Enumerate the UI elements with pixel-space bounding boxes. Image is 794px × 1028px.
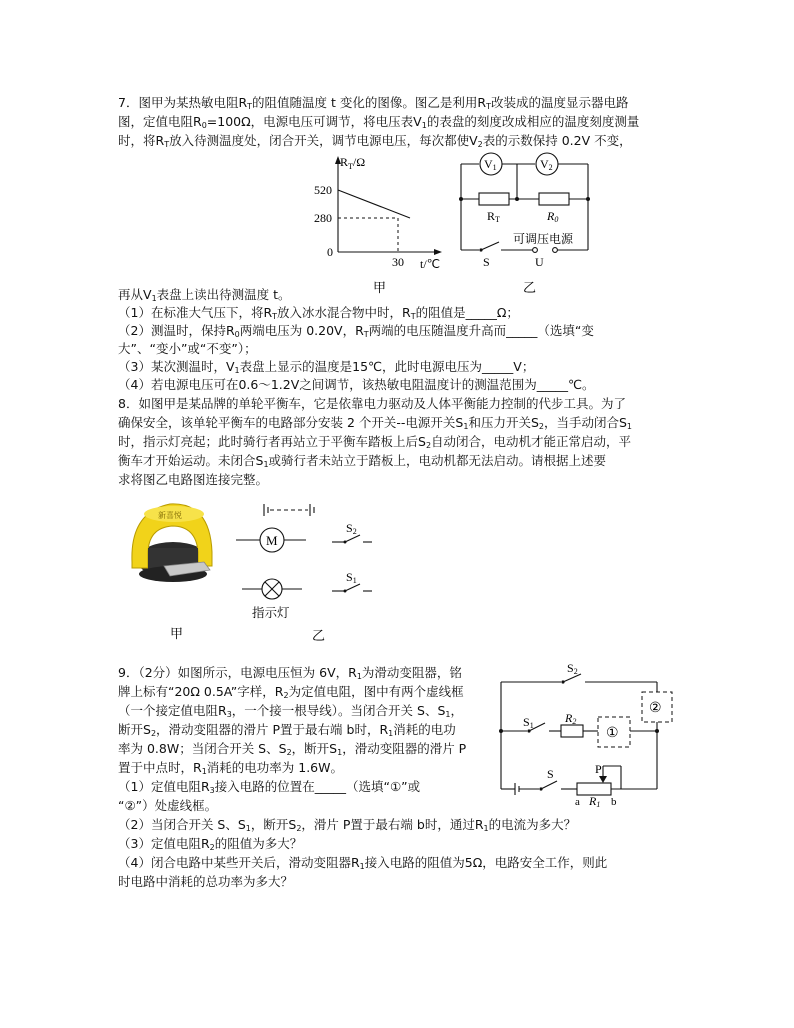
q8-caption-b: 乙 [312,628,326,643]
resistor-rt [479,193,509,205]
switch-s [481,242,499,250]
u-label: U [535,255,544,269]
q7-text-line3: 时，将$R_T$放入待测温度处，闭合开关，调节电源电压，每次都使$V_2$表的示数保持 0.2V 不变， [118,133,632,149]
q9-text-line4: 断开$S_2$，滑动变阻器的滑片 P置于最右端 b时，$R_1$消耗的电功 [118,722,456,738]
q8-text-line2: 确保安全，该单轮平衡车的电路部分安装 2 个开关--电源开关$S_1$和压力开关$S_2$，当手动闭合$S_1$ [118,415,633,431]
circuit-caption: 乙 [523,280,537,295]
q9-part4: （4）闭合电路中某些开关后，滑动变阻器$R_1$接入电路的阻值为5Ω，电路安全工作，则此 [118,855,608,871]
graph-tick-520: 520 [314,183,332,197]
q8-circuit-components [232,498,382,643]
q8-caption-a: 甲 [170,626,184,641]
graph-tick-0: 0 [327,245,333,259]
q7-circuit [455,150,595,300]
lamp-label: 指示灯 [252,606,290,620]
switch-s1 [345,584,360,591]
q9-s-label: S [547,767,554,781]
q9-s1-label: S1 [523,715,534,730]
v2-label: V2 [540,157,553,172]
graph-line [338,190,410,218]
q9-circuit [495,662,680,807]
graph-ylabel: $R_T/\Omega$ [340,155,366,171]
q7-part2: （2）测温时，保持$R_0$两端电压为 0.20V，$R_T$两端的电压随温度升高而_____（选填“变 [118,323,594,339]
q9-text-line1: 9．（2分）如图所示，电源电压恒为 6V，$R_1$为滑动变阻器，铭 [118,665,462,681]
q7-part2-line2: 大”、“变小”或“不变”）； [118,341,257,356]
q7-part4: （4）若电源电压可在0.6～1.2V之间调节，该热敏电阻温度计的测温范围为_____℃。 [118,377,595,392]
q9-part2: （2）当闭合开关 S、$S_1$，断开$S_2$，滑片 P置于最右端 b时，通过$R_1$的电流为多大？ [118,817,577,833]
q9-text-line5: 率为 0.8W；当闭合开关 S、$S_2$，断开$S_1$，滑动变阻器的滑片 P [118,741,467,757]
q9-part3: （3）定值电阻$R_2$的阻值为多大？ [118,836,303,852]
switch-s2 [345,535,360,542]
source-label: 可调压电源 [513,232,574,246]
q9-slider-p [599,776,607,783]
q9-text-line6: 置于中点时，$R_1$消耗的电功率为 1.6W。 [118,760,343,776]
q7-text-line2: 图，定值电阻$R_0=100\Omega$，电源电压可调节，将电压表$V_1$的表盘的刻度改成相应的温度刻度测量 [118,114,640,130]
q9-s2-label: S2 [567,661,578,676]
q7-part3: （3）某次测温时，$V_1$表盘上显示的温度是15℃，此时电源电压为_____V； [118,359,535,375]
q9-text-line3: （一个接定值电阻$R_3$，一个接一根导线）。当闭合开关 S、$S_1$， [118,703,463,719]
q8-text-line1: 8．如图甲是某品牌的单轮平衡车，它是依靠电力驱动及人体平衡能力控制的代步工具。为了 [118,396,626,411]
motor-label: M [266,533,278,548]
q9-switch-s [541,781,557,789]
q7-part1: （1）在标准大气压下，将$R_T$放入冰水混合物中时，$R_T$的阻值是_____Ω； [118,305,519,321]
q9-resistor-r2 [561,725,583,737]
resistor-r0 [539,193,569,205]
rt-label: RT [487,209,500,224]
q9-p-label: P [595,762,602,776]
q9-b-label: b [611,796,617,808]
q8-text-line5: 求将图乙电路图连接完整。 [118,472,269,487]
s2-label: S2 [346,521,357,536]
q9-box1-label: ① [606,726,619,741]
q8-text-line3: 时，指示灯亮起；此时骑行者再站立于平衡车踏板上后$S_2$自动闭合，电动机才能正常启动，平 [118,434,632,450]
q8-text-line4: 衡车才开始运动。未闭合$S_1$或骑行者未站立于踏板上，电动机都无法启动。请根据上述要 [118,453,607,469]
q8-unicycle-image [118,492,228,642]
q9-r1-label: R1 [589,794,601,809]
q9-a-label: a [575,796,580,808]
s-label: S [483,255,490,269]
q7-graph-rt-vs-t [300,150,460,295]
q9-part4-line2: 时电路中消耗的总功率为多大？ [118,874,294,889]
graph-caption: 甲 [373,280,387,295]
graph-tick-280: 280 [314,211,332,225]
q9-part1: （1）定值电阻$R_3$接入电路的位置在_____（选填“①”或 [118,779,421,795]
q9-part1-line2: “②”）处虚线框。 [118,798,218,813]
q9-box2-label: ② [649,701,662,716]
graph-xlabel: t/℃ [420,257,441,271]
v1-label: V1 [484,157,497,172]
q7-text-line4: 再从$V_1$表盘上读出待测温度 t。 [118,287,291,303]
graph-x-arrow [434,249,442,255]
r0-label: R0 [547,209,559,224]
q7-text-line1: 7．图甲为某热敏电阻$R_T$的阻值随温度 t 变化的图像。图乙是利用$R_T$改装成的温度显示器电路 [118,95,629,111]
q9-switch-s2 [563,674,581,682]
s1-label: S1 [346,570,357,585]
graph-tick-30: 30 [392,255,404,269]
q9-r2-label: R2 [565,711,577,726]
unicycle-brand: 新喜悦 [158,511,182,520]
q9-text-line2: 牌上标有“20Ω 0.5A”字样，$R_2$为定值电阻，图中有两个虚线框 [118,684,464,700]
